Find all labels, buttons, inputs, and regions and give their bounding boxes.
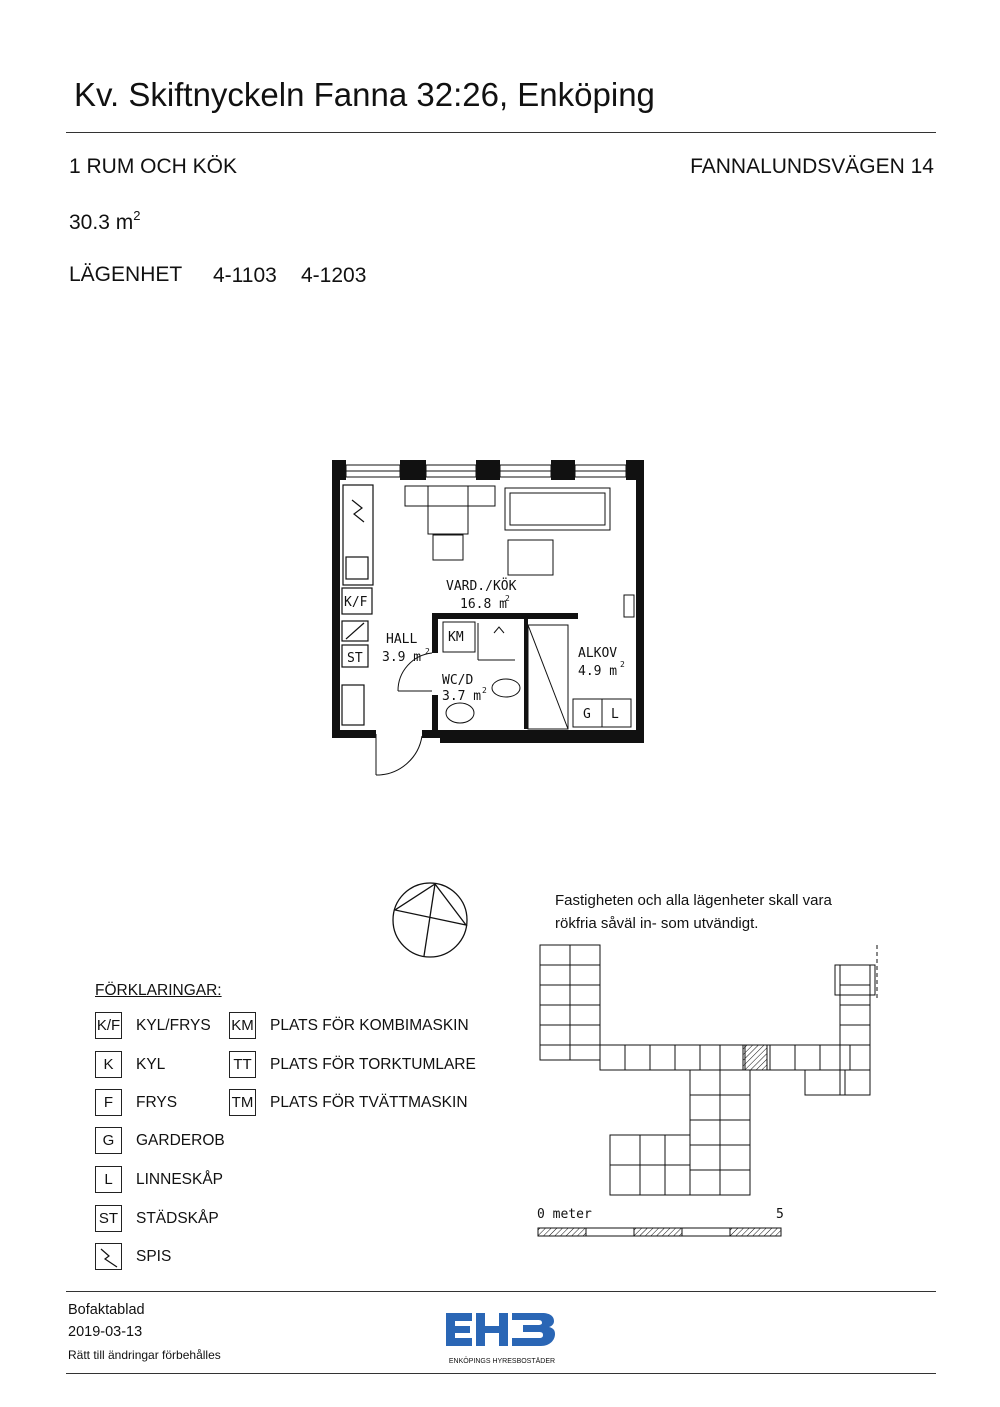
legend-item-tt (229, 1051, 476, 1078)
room-area-alkov: 4.9 m (578, 664, 618, 679)
legend-label-tm: PLATS FÖR TVÄTTMASKIN (270, 1093, 468, 1111)
smoke-free-note (555, 889, 875, 935)
legend-code-km: KM (229, 1012, 256, 1039)
logo-subtitle: ENKÖPINGS HYRESBOSTÄDER (448, 1358, 556, 1365)
room-name-hall: HALL (386, 632, 418, 647)
area-value: 30.3 m (69, 211, 134, 234)
scale-start-label: 0 meter (537, 1207, 592, 1222)
footer-doc-type: Bofaktablad (68, 1302, 145, 1318)
room-area-wc: 3.7 m (442, 689, 482, 704)
fixture-km: KM (448, 630, 464, 645)
apartment-label: LÄGENHET (69, 263, 183, 286)
apartment-type: 1 RUM OCH KÖK (69, 155, 238, 178)
site-plan (535, 940, 885, 1200)
legend-code-kf: K/F (95, 1012, 122, 1039)
page-title: Kv. Skiftnyckeln Fanna 32:26, Enköping (74, 76, 655, 113)
apartment-number-2: 4-1203 (301, 264, 367, 287)
legend-label-spis: SPIS (136, 1247, 172, 1265)
compass-icon (390, 880, 470, 960)
scale-bar (537, 1225, 787, 1239)
legend-label-st: STÄDSKÅP (136, 1209, 219, 1227)
legend-item-l (95, 1166, 223, 1193)
stove-icon (95, 1243, 122, 1270)
legend-title: FÖRKLARINGAR: (95, 982, 222, 999)
room-name-alkov: ALKOV (578, 646, 618, 661)
header-divider (66, 132, 936, 133)
room-area-vardkok: 16.8 m (460, 597, 507, 612)
legend-code-l: L (95, 1166, 122, 1193)
ehb-logo (440, 1305, 565, 1367)
footer-disclaimer: Rätt till ändringar förbehålles (68, 1348, 221, 1362)
note-line-2: rökfria såväl in- som utvändigt. (555, 915, 759, 932)
doors (376, 653, 432, 775)
legend-item-kf (95, 1012, 211, 1039)
legend-item-f (95, 1089, 177, 1116)
floor-plan (330, 455, 650, 785)
legend-label-km: PLATS FÖR KOMBIMASKIN (270, 1016, 469, 1034)
furniture (405, 486, 634, 617)
legend-code-g: G (95, 1127, 122, 1154)
footer-divider-top (66, 1291, 936, 1292)
legend-code-tm: TM (229, 1089, 256, 1116)
fixture-l: L (611, 707, 619, 722)
legend-item-tm (229, 1089, 468, 1116)
legend-item-g (95, 1127, 225, 1154)
fixture-kf: K/F (344, 595, 368, 610)
room-area-sup-alkov: 2 (620, 660, 625, 669)
room-name-vardkok: VARD./KÖK (446, 579, 517, 594)
area-unit-sup: 2 (133, 208, 141, 223)
note-line-1: Fastigheten och alla lägenheter skall vara (555, 892, 832, 909)
footer-divider-bottom (66, 1373, 936, 1374)
apartment-number-1: 4-1103 (213, 264, 277, 287)
legend-code-f: F (95, 1089, 122, 1116)
legend-label-k: KYL (136, 1055, 166, 1073)
legend-code-st: ST (95, 1205, 122, 1232)
highlighted-apartment (743, 1045, 767, 1070)
apartment-area (69, 208, 141, 235)
legend-label-g: GARDEROB (136, 1131, 225, 1149)
fixture-g: G (583, 707, 591, 722)
legend-label-tt: PLATS FÖR TORKTUMLARE (270, 1055, 476, 1073)
legend-item-st (95, 1205, 219, 1232)
fixture-st: ST (347, 651, 363, 666)
legend-code-k: K (95, 1051, 122, 1078)
legend-label-l: LINNESKÅP (136, 1170, 224, 1188)
legend-label-f: FRYS (136, 1093, 178, 1111)
legend-item-km (229, 1012, 469, 1039)
room-area-hall: 3.9 m (382, 650, 422, 665)
scale-end-label: 5 (776, 1207, 784, 1222)
room-area-sup-hall: 2 (425, 647, 430, 656)
legend-label-kf: KYL/FRYS (136, 1016, 211, 1034)
legend-code-tt: TT (229, 1051, 256, 1078)
legend-item-spis (95, 1243, 171, 1270)
address: FANNALUNDSVÄGEN 14 (690, 155, 934, 178)
room-area-sup-wc: 2 (482, 686, 487, 695)
footer-date: 2019-03-13 (68, 1324, 143, 1340)
room-name-wc: WC/D (442, 673, 474, 688)
room-area-sup-vardkok: 2 (505, 594, 510, 603)
legend-item-k (95, 1051, 165, 1078)
